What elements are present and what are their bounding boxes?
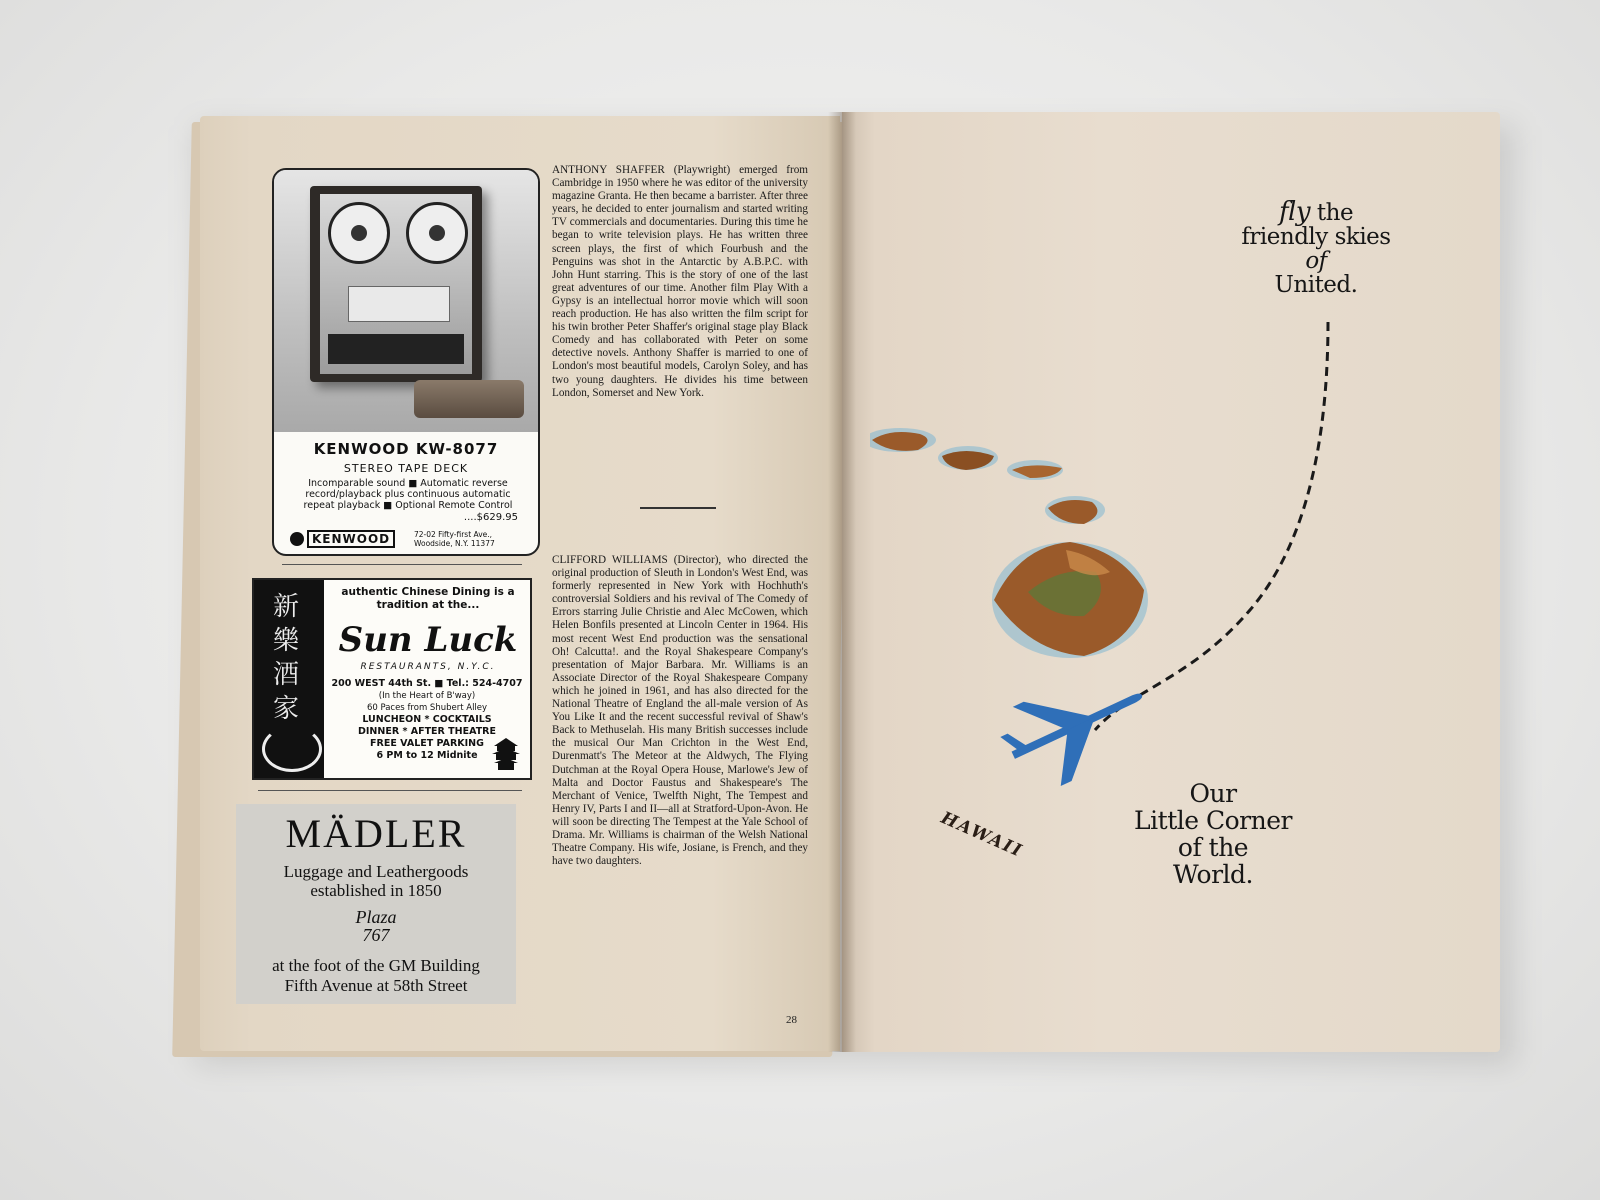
airplane-icon [991, 655, 1162, 800]
flight-path [1095, 322, 1328, 730]
plaza-767-logo: Plaza 767 [355, 907, 397, 945]
chinese-characters: 新 樂 酒 家 [272, 592, 299, 724]
little-corner-slogan: Our Little Corner of the World. [1134, 779, 1292, 889]
kenwood-logo-icon [290, 532, 304, 546]
united-slogan: fly the friendly skies of United. [1241, 197, 1391, 298]
pagoda-icon [492, 736, 520, 770]
bio-anthony-shaffer: ANTHONY SHAFFER (Playwright) emerged from Cambridge in 1950 where he was editor of the university magazine Granta. He then became a barrister. After three years, he decided to enter journalism and started writing TV commercials and documentaries. During this time he began to write television plays. He has written three screen plays, the first of which Fourbush and the Penguins was shot in the Antarctic by A.B.P.C. with John Hunt starring. This is the story of one of the last great adventures of our time. Another film Play With a Gypsy is an intellectual horror movie which will soon reach production. He has also written the film script for his twin brother Peter Shaffer's original stage play Black Comedy and has collaborated with Peter on some detective novels. Anthony Shaffer is married to one of London's most beautiful models, Carolyn Soley, and has two young daughters. He divides his time between London, Somerset and New York. [552, 164, 808, 399]
kenwood-ad [272, 168, 540, 556]
remote-control-icon [414, 380, 524, 418]
kenwood-product: STEREO TAPE DECK [343, 462, 469, 475]
bio-clifford-williams: CLIFFORD WILLIAMS (Director), who directed the original production of Sleuth in London's West End, was formerly represented in New York with Hochhuth's controversial Soldiers and his revival of The Comedy of Errors starring Julie Christie and Alec McCowen, which Helen Bonfils presented at Lincoln Center in 1964. His most recent West End production was the sensational Oh! Calcutta!. and the Royal Shakespeare Company's presentation of Major Barbara. Mr. Williams is an Associate Director of the Royal Shakespeare Company which he joined in 1961, and has also directed for the National Theatre of England the all-male version of As You Like It and the recent successful revival of Shaw's Back to Methuselah. His many British successes include the musical Our Man Crichton in the West End, Durenmatt's The Meteor at the Aldwych, The Flying Dutchman at the Royal Opera House, Marlowe's Jew of Malta and Doctor Faustus and Shakespeare's The Merchant of Venice, Twelfth Night, The Tempest and Henry IV, Parts I and II—all at Stratford-Upon-Avon. He will soon be directing The Tempest at the Yale School of Drama. Mr. Williams is chairman of the Welsh National Theatre Company. His wife, Josiane, is French, and they have two daughters. [552, 554, 808, 868]
kenwood-description: Incomparable sound ■ Automatic reverse record/playback plus continuous automatic repeat playback ■ Optional Remote Control [303, 478, 513, 511]
sunluck-subtitle: RESTAURANTS, N.Y.C. [360, 662, 496, 672]
kenwood-logo: KENWOOD [290, 530, 395, 548]
divider [258, 790, 522, 791]
section-rule [640, 507, 716, 509]
kenwood-model: KENWOOD KW-8077 [313, 440, 499, 458]
book-gutter [828, 112, 856, 1052]
divider [282, 564, 522, 565]
madler-ad [236, 804, 516, 1004]
cloud-ornament-icon [262, 726, 322, 772]
reel-icon [328, 202, 390, 264]
madler-location: at the foot of the GM Building Fifth Avenue at 58th Street [272, 956, 480, 995]
hawaii-label: HAWAII [937, 808, 1026, 862]
madler-title: MÄDLER [285, 811, 467, 856]
kenwood-address: 72-02 Fifty-first Ave., Woodside, N.Y. 11377 [414, 530, 495, 548]
tape-deck-photo [274, 170, 538, 432]
sunluck-ad [252, 578, 532, 780]
reel-icon [406, 202, 468, 264]
tape-deck-icon [310, 186, 482, 382]
page-number: 28 [786, 1014, 797, 1026]
sunluck-name: Sun Luck [338, 620, 518, 660]
madler-subtitle: Luggage and Leathergoods established in 1850 [283, 862, 469, 900]
sunluck-intro: authentic Chinese Dining is a tradition at the... [341, 586, 515, 611]
sunluck-details: 200 WEST 44th St. ■ Tel.: 524-4707 (In the Heart of B'way) 60 Paces from Shubert Alley LUNCHEON * COCKTAILS DINNER * AFTER THEATRE FREE VALET PARKING 6 PM to 12 Midnite [331, 678, 523, 761]
kenwood-price: ....$629.95 [463, 512, 518, 523]
sunluck-side-panel [254, 580, 324, 778]
